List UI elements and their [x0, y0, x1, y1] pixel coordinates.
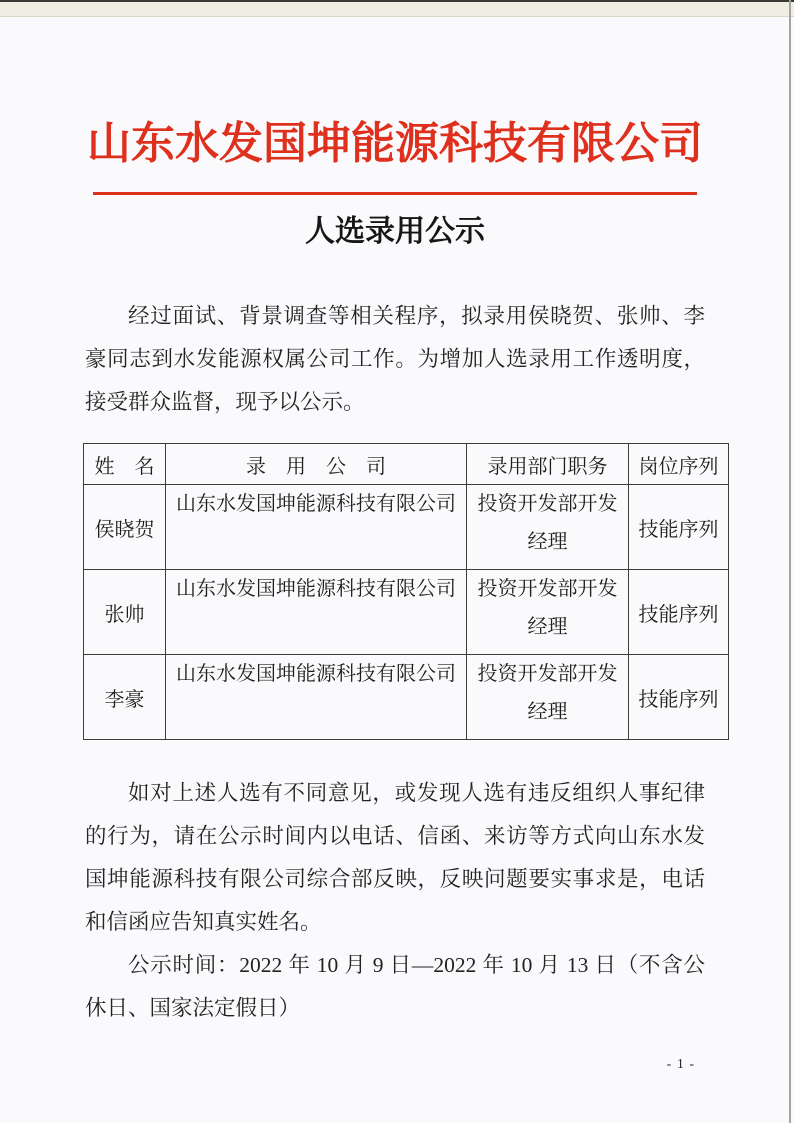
cell-sequence: 技能序列	[629, 485, 729, 570]
cell-company: 山东水发国坤能源科技有限公司	[166, 570, 467, 655]
column-header-company: 录 用 公 司	[166, 444, 467, 485]
table-row	[84, 655, 729, 740]
cell-name: 张帅	[84, 570, 166, 655]
company-title: 山东水发国坤能源科技有限公司	[87, 119, 703, 168]
title-divider-rule	[93, 192, 697, 195]
table-row	[84, 570, 729, 655]
paragraph-feedback: 如对上述人选有不同意见，或发现人选有违反组织人事纪律的行为，请在公示时间内以电话、信函、来访等方式向山东水发国坤能源科技有限公司综合部反映，反映问题要实事求是，电话和信函应告知真实姓名。	[85, 781, 705, 934]
cell-position: 投资开发部开发经理	[467, 655, 629, 740]
cell-sequence: 技能序列	[629, 570, 729, 655]
paragraph-intro: 经过面试、背景调查等相关程序，拟录用侯晓贺、张帅、李豪同志到水发能源权属公司工作。为增加人选录用工作透明度，接受群众监督，现予以公示。	[85, 304, 705, 414]
cell-company: 山东水发国坤能源科技有限公司	[166, 485, 467, 570]
cell-position: 投资开发部开发经理	[467, 570, 629, 655]
column-header-department: 录用部门职务	[467, 444, 629, 485]
column-header-name: 姓 名	[84, 444, 166, 485]
table-header-row	[84, 444, 729, 485]
document-subtitle: 人选录用公示	[305, 215, 485, 248]
cell-name: 侯晓贺	[84, 485, 166, 570]
paragraph-publicity-period: 公示时间：2022 年 10 月 9 日—2022 年 10 月 13 日（不含公休日、国家法定假日）	[85, 953, 705, 1020]
page-number: - 1 -	[666, 1057, 695, 1072]
table-row	[84, 485, 729, 570]
cell-name: 李豪	[84, 655, 166, 740]
column-header-sequence: 岗位序列	[629, 444, 729, 485]
table-header	[84, 444, 729, 485]
scan-edge-right	[789, 0, 791, 1123]
cell-company: 山东水发国坤能源科技有限公司	[166, 655, 467, 740]
recruitment-table	[83, 443, 729, 740]
document-content	[85, 0, 719, 1030]
cell-sequence: 技能序列	[629, 655, 729, 740]
cell-position: 投资开发部开发经理	[467, 485, 629, 570]
